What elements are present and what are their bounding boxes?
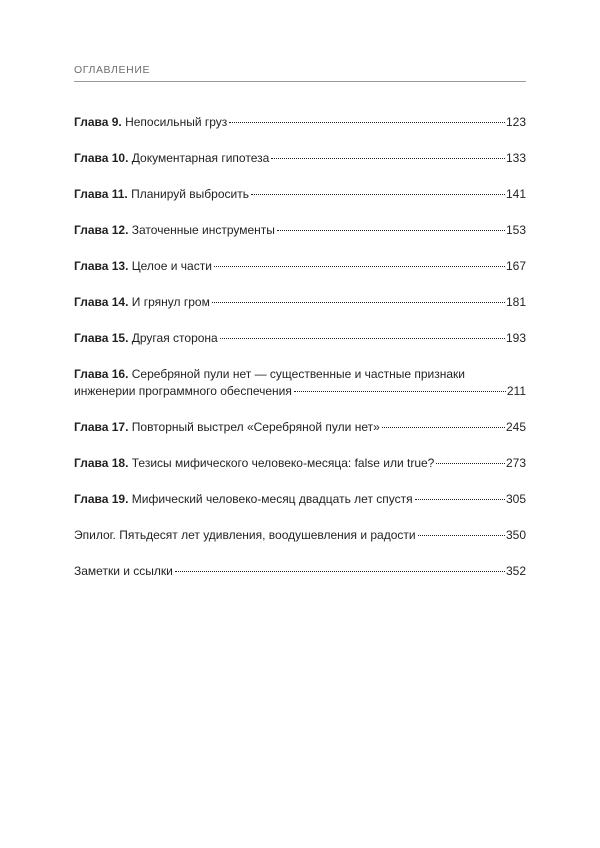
toc-entry-chapter-12[interactable] (74, 222, 526, 239)
chapter-title: Планируй выбросить (131, 187, 249, 201)
page-number: 153 (505, 223, 526, 237)
chapter-title: Целое и части (131, 259, 212, 273)
toc-entry-chapter-14[interactable] (74, 294, 526, 311)
toc-entry-chapter-10[interactable] (74, 150, 526, 167)
page-number: 181 (505, 295, 526, 309)
chapter-title: И грянул гром (131, 295, 210, 309)
entry-title: Эпилог. Пятьдесят лет удивления, воодушевления и радости (74, 528, 416, 542)
page-number: 273 (505, 456, 526, 470)
chapter-title: Другая сторона (131, 331, 218, 345)
page-number: 352 (505, 564, 526, 578)
dot-leader (229, 122, 505, 123)
chapter-title: Серебряной пули нет — существенные и частные признаки (131, 367, 465, 381)
dot-leader (436, 463, 505, 464)
toc-entry-chapter-16[interactable] (74, 366, 526, 400)
chapter-number: Глава 11. (74, 187, 128, 201)
page-header (74, 62, 526, 82)
chapter-title: Документарная гипотеза (131, 151, 270, 165)
page-number: 193 (505, 331, 526, 345)
chapter-number: Глава 19. (74, 492, 129, 506)
dot-leader (175, 571, 505, 572)
chapter-title: Тезисы мифического человеко-месяца: false или true? (131, 456, 435, 470)
dot-leader (382, 427, 505, 428)
dot-leader (294, 391, 506, 392)
chapter-number: Глава 9. (74, 115, 122, 129)
toc-entry-notes[interactable] (74, 563, 526, 580)
dot-leader (271, 158, 505, 159)
page-number: 141 (505, 187, 526, 201)
dot-leader (220, 338, 505, 339)
chapter-number: Глава 18. (74, 456, 129, 470)
dot-leader (251, 194, 505, 195)
dot-leader (415, 499, 505, 500)
chapter-number: Глава 16. (74, 367, 129, 381)
page-number: 305 (505, 492, 526, 506)
chapter-number: Глава 17. (74, 420, 129, 434)
toc-entry-chapter-18[interactable] (74, 455, 526, 472)
dot-leader (418, 535, 505, 536)
table-of-contents (74, 114, 526, 599)
toc-entry-chapter-9[interactable] (74, 114, 526, 131)
page-number: 133 (505, 151, 526, 165)
chapter-number: Глава 12. (74, 223, 129, 237)
chapter-title: Повторный выстрел «Серебряной пули нет» (131, 420, 380, 434)
page-number: 211 (506, 384, 526, 398)
chapter-title: Мифический человеко-месяц двадцать лет спустя (131, 492, 413, 506)
toc-entry-chapter-15[interactable] (74, 330, 526, 347)
chapter-title: Заточенные инструменты (131, 223, 275, 237)
chapter-title-continuation: инженерии программного обеспечения (74, 384, 292, 398)
toc-entry-chapter-19[interactable] (74, 491, 526, 508)
chapter-number: Глава 13. (74, 259, 129, 273)
chapter-title: Непосильный груз (125, 115, 228, 129)
toc-entry-epilogue[interactable] (74, 527, 526, 544)
entry-title: Заметки и ссылки (74, 564, 173, 578)
running-header: ОГЛАВЛЕНИЕ (74, 64, 151, 76)
toc-entry-chapter-11[interactable] (74, 186, 526, 203)
toc-entry-chapter-17[interactable] (74, 419, 526, 436)
page-number: 167 (505, 259, 526, 273)
page-number: 245 (505, 420, 526, 434)
dot-leader (214, 266, 505, 267)
chapter-number: Глава 15. (74, 331, 129, 345)
dot-leader (277, 230, 505, 231)
header-divider (74, 81, 526, 82)
chapter-number: Глава 14. (74, 295, 129, 309)
page-number: 123 (505, 115, 526, 129)
page-number: 350 (505, 528, 526, 542)
toc-entry-chapter-13[interactable] (74, 258, 526, 275)
chapter-number: Глава 10. (74, 151, 129, 165)
dot-leader (212, 302, 505, 303)
